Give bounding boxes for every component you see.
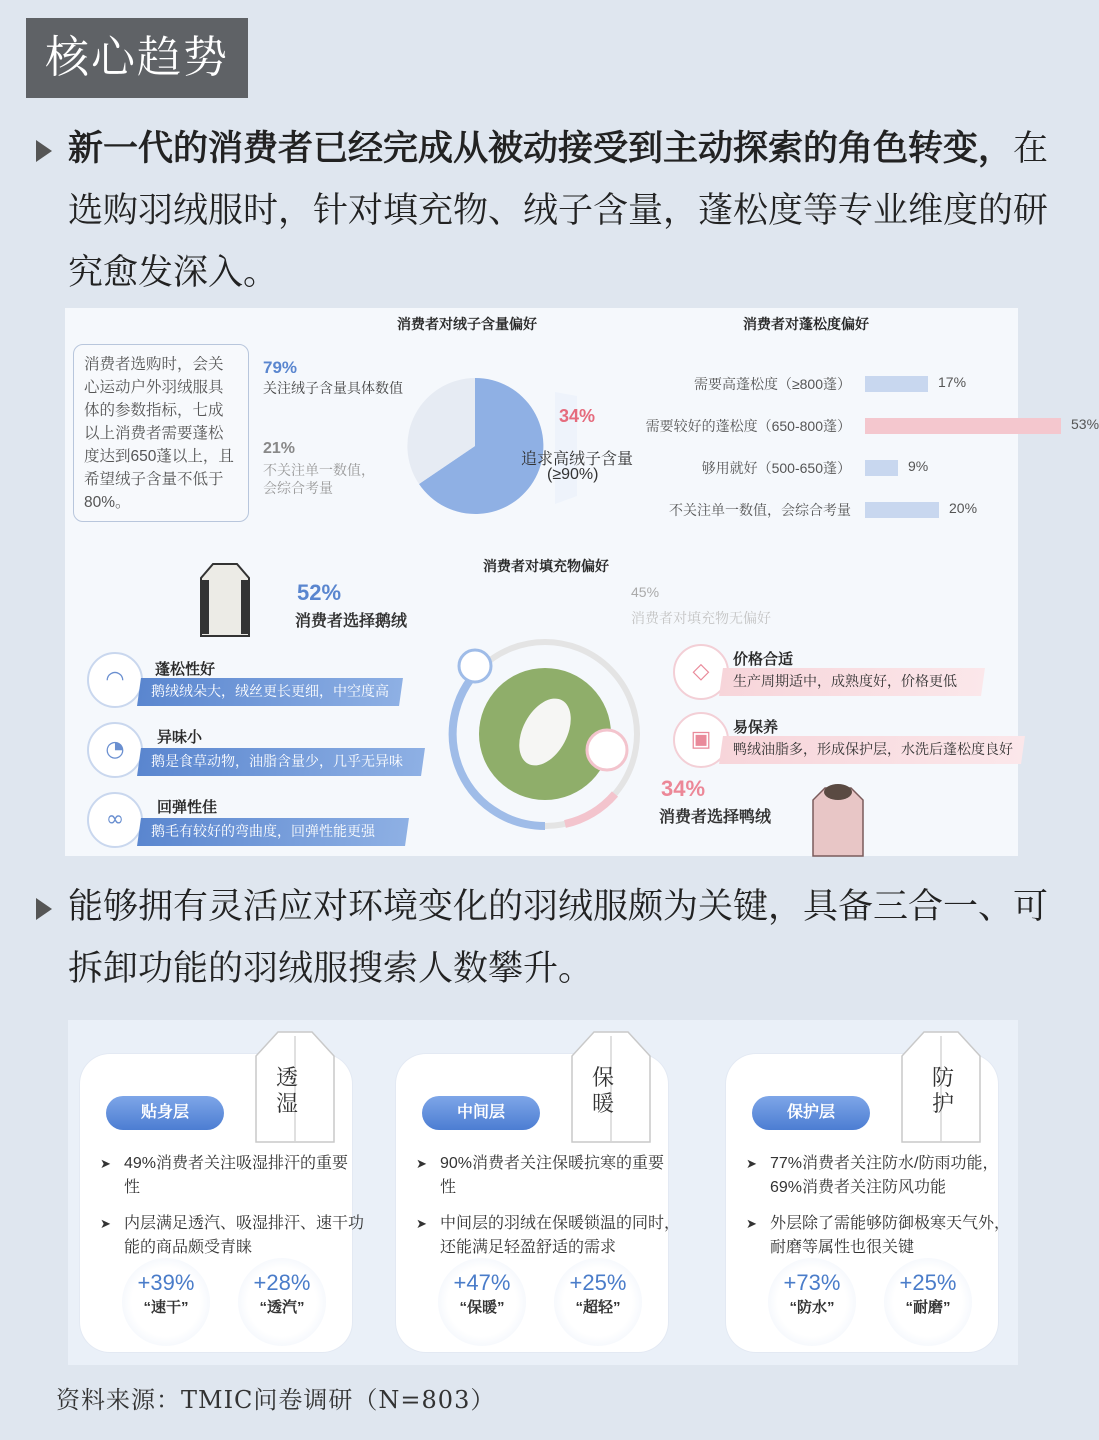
- down-21-pct: 21%: [263, 440, 296, 457]
- growth-stat-circle: [884, 1258, 972, 1346]
- layer-card: [726, 1054, 1011, 1352]
- growth-stat-label: “速干”: [143, 1299, 189, 1316]
- fill-power-row-label: 需要高蓬松度（≥800蓬）: [693, 376, 851, 392]
- down-34-pct: 34%: [559, 406, 596, 426]
- goose-label: 消费者选择鹅绒: [295, 613, 408, 630]
- fill-power-row-label: 够用就好（500-650蓬）: [701, 460, 851, 476]
- fill-power-row-value: 9%: [908, 458, 929, 474]
- growth-stat-value: +25%: [569, 1270, 627, 1295]
- layer-card: [80, 1054, 365, 1352]
- layer-bullet-item: ➤ 90%消费者关注保暖抗寒的重要性: [416, 1152, 680, 1200]
- layer-tag-char-2: 暖: [592, 1092, 615, 1117]
- duck-feature-1-desc-box: [719, 668, 985, 696]
- side-note: 消费者选购时，会关心运动户外羽绒服具体的参数指标，七成以上消费者需要蓬松度达到650蓬以上，且希望绒子含量不低于80%。: [73, 344, 249, 522]
- duck-feature-2-desc-box: [719, 736, 1025, 764]
- filling-ring: [445, 626, 645, 836]
- fill-power-title: 消费者对蓬松度偏好: [743, 316, 869, 332]
- fill-power-bar: [865, 418, 1061, 434]
- layer-bullet-item: ➤ 中间层的羽绒在保暖锁温的同时，还能满足轻盈舒适的需求: [416, 1212, 680, 1260]
- layer-pill: 中间层: [422, 1096, 540, 1130]
- goose-feature-3-title: 回弹性佳: [157, 799, 218, 816]
- bullet-2-text: 能够拥有灵活应对环境变化的羽绒服颇为关键，具备三合一、可拆卸功能的羽绒服搜索人数攀升。: [68, 887, 1049, 989]
- consumer-preference-panel: [65, 308, 1099, 856]
- duck-pct: 34%: [661, 776, 706, 801]
- growth-stat-value: +28%: [253, 1270, 311, 1295]
- duck-label: 消费者选择鸭绒: [659, 809, 772, 826]
- price-tag-icon: ◇: [673, 644, 729, 700]
- fill-power-row-value: 17%: [938, 374, 967, 390]
- duck-icon: [587, 730, 627, 770]
- goose-feature-1-desc: 鹅绒绒朵大，绒丝更长更细，中空度高: [151, 684, 389, 700]
- fill-power-bar: [865, 460, 898, 476]
- fill-power-row-value: 53%: [1071, 416, 1099, 432]
- layer-tag-char-1: 透: [276, 1066, 299, 1091]
- down-content-title: 消费者对绒子含量偏好: [397, 316, 537, 332]
- goose-feature-2-title: 异味小: [157, 729, 203, 746]
- bullet-2: [36, 876, 1056, 1000]
- growth-stat-label: “耐磨”: [905, 1299, 951, 1316]
- fluffy-icon: ◠: [87, 652, 143, 708]
- growth-stat-label: “透汽”: [259, 1299, 305, 1316]
- goose-feature-3-desc-box: [137, 818, 409, 846]
- no-pref-label: 消费者对填充物无偏好: [631, 610, 771, 626]
- growth-stat-label: “超轻”: [575, 1299, 621, 1316]
- growth-stat-label: “防水”: [789, 1299, 835, 1316]
- fill-power-row-label: 需要较好的蓬松度（650-800蓬）: [645, 418, 851, 434]
- layer-tag-char-2: 护: [932, 1092, 955, 1117]
- down-21-label-2: 会综合考量: [263, 480, 333, 496]
- growth-stat-circle: [238, 1258, 326, 1346]
- fill-power-bar: [865, 376, 928, 392]
- goose-jacket-image: [199, 558, 251, 638]
- duck-feature-2-title: 易保养: [733, 719, 779, 736]
- growth-stat-circle: [554, 1258, 642, 1346]
- goose-feature-1-title: 蓬松性好: [155, 661, 216, 678]
- growth-stat-circle: [438, 1258, 526, 1346]
- layer-pill: 贴身层: [106, 1096, 224, 1130]
- washing-machine-icon: ▣: [673, 712, 729, 768]
- goose-feature-3-desc: 鹅毛有较好的弯曲度，回弹性能更强: [151, 824, 375, 840]
- fill-power-bar: [865, 502, 939, 518]
- layer-pill: 保护层: [752, 1096, 870, 1130]
- bullet-arrow-icon: [36, 140, 52, 162]
- growth-stat-value: +39%: [137, 1270, 195, 1295]
- layering-panel: [68, 1020, 1018, 1365]
- growth-stat-circle: [122, 1258, 210, 1346]
- goose-icon: [459, 650, 491, 682]
- elastic-icon: ∞: [87, 792, 143, 848]
- goose-feature-2-desc-box: [137, 748, 425, 776]
- growth-stat-label: “保暖”: [459, 1299, 505, 1316]
- down-79-label: 关注绒子含量具体数值: [263, 380, 403, 396]
- growth-stat-value: +73%: [783, 1270, 841, 1295]
- nose-icon: ◔: [87, 722, 143, 778]
- duck-feature-2-desc: 鸭绒油脂多，形成保护层，水洗后蓬松度良好: [733, 742, 1013, 758]
- down-34-label-1: 追求高绒子含量: [521, 451, 634, 468]
- layer-bullet-item: ➤ 内层满足透汽、吸湿排汗、速干功能的商品颇受青睐: [100, 1212, 364, 1260]
- duck-feature-1-desc: 生产周期适中，成熟度好，价格更低: [733, 674, 957, 690]
- bullet-arrow-icon: [36, 898, 52, 920]
- fill-power-row-label: 不关注单一数值，会综合考量: [669, 502, 851, 518]
- fill-power-row-value: 20%: [949, 500, 978, 516]
- growth-stat-circle: [768, 1258, 856, 1346]
- section-title: 核心趋势: [26, 18, 248, 98]
- layer-tag-char-2: 湿: [276, 1092, 299, 1117]
- down-34-label-2: (≥90%): [547, 466, 599, 483]
- no-pref-pct: 45%: [631, 584, 660, 600]
- bullet-1: [36, 118, 1056, 304]
- layer-bullet-item: ➤ 77%消费者关注防水/防雨功能，69%消费者关注防风功能: [746, 1152, 1010, 1200]
- growth-stat-value: +47%: [453, 1270, 511, 1295]
- source-note: 资料来源：TMIC问卷调研（N=803）: [56, 1386, 496, 1414]
- layer-bullet-item: ➤ 外层除了需能够防御极寒天气外，耐磨等属性也很关键: [746, 1212, 1010, 1260]
- goose-pct: 52%: [297, 580, 342, 605]
- down-21-label-1: 不关注单一数值，: [263, 462, 375, 478]
- duck-jacket-image: [811, 782, 865, 856]
- layer-tag-char-1: 保: [592, 1066, 615, 1091]
- goose-feature-2-desc: 鹅是食草动物，油脂含量少，几乎无异味: [151, 754, 403, 770]
- goose-feature-1-desc-box: [137, 678, 403, 706]
- layer-bullet-item: ➤ 49%消费者关注吸湿排汗的重要性: [100, 1152, 364, 1200]
- down-79-pct: 79%: [263, 358, 298, 377]
- layer-card: [396, 1054, 681, 1352]
- duck-feature-1-title: 价格合适: [733, 651, 794, 668]
- bullet-1-bold: 新一代的消费者已经完成从被动接受到主动探索的角色转变，: [68, 128, 1014, 169]
- growth-stat-value: +25%: [899, 1270, 957, 1295]
- bullet-1-rest: 在选购羽绒服时，针对填充物、绒子含量，蓬松度等专业维度的研究愈发深入。: [68, 129, 1049, 293]
- layer-tag-char-1: 防: [932, 1066, 955, 1091]
- filling-title: 消费者对填充物偏好: [483, 558, 609, 574]
